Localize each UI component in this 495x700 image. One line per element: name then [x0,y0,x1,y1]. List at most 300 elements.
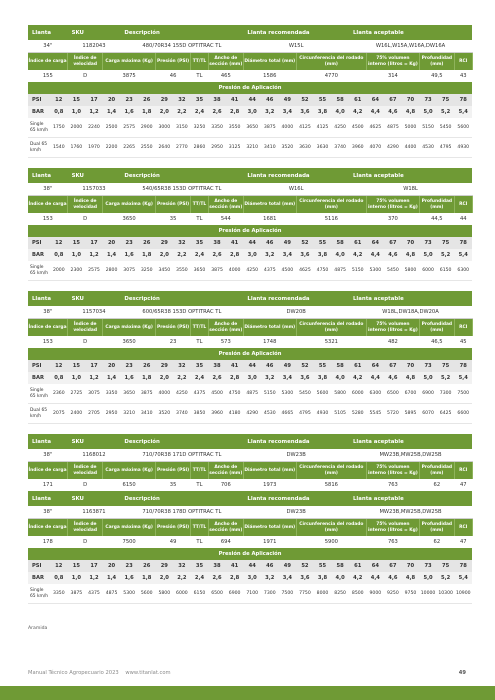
tire-ancho: 573 [220,339,231,345]
load-row-label: Single 65 km/h [28,584,50,604]
load-value: 3350 [50,584,68,604]
bar-value: 0,8 [50,572,68,584]
psi-value: 17 [85,237,103,249]
psi-value: 23 [120,360,138,372]
bar-value: 2,2 [173,249,191,261]
bar-value: 1,6 [120,372,138,384]
bar-value: 5,2 [437,106,455,118]
psi-value: 26 [138,94,156,106]
load-value: 2860 [191,138,209,158]
tire-header-row [28,25,472,40]
psi-label: PSI [28,560,50,572]
psi-value: 38 [208,94,226,106]
load-value: 2240 [85,118,103,138]
header-rci: RCI [454,53,472,71]
load-value: 2200 [103,138,121,158]
psi-value: 32 [173,560,191,572]
load-value: 5800 [156,584,174,604]
load-value: 6900 [226,584,244,604]
header-llanta: Llanta [28,434,68,449]
tire-volumen: 314 [387,73,398,79]
psi-value: 41 [226,237,244,249]
tire-circunferencia: 4770 [324,73,338,79]
bar-value: 4,2 [349,372,367,384]
tire-tt-tl: TL [196,73,203,79]
bar-value: 5,0 [419,372,437,384]
load-value: 3740 [173,404,191,424]
tire-aceptable: MW23B,MW25B,DW25B [349,506,472,519]
header-circunferencia: Circunferencia del rodado (mm) [296,519,366,537]
header-ancho-seccion: Ancho de sección (mm) [208,53,243,71]
load-value: 3875 [208,261,226,281]
tire-volumen: 482 [387,339,398,345]
tire-presion: 46 [169,73,177,79]
footer-band [0,686,495,700]
psi-value: 75 [437,560,455,572]
load-value: 5895 [402,404,420,424]
tire-llanta: 34" [28,40,68,53]
tire-tt-tl: TL [196,539,203,545]
tire-header-row [28,291,472,306]
psi-value: 44 [243,237,261,249]
psi-value: 35 [191,237,209,249]
bar-value: 1,8 [138,106,156,118]
load-value: 10000 [419,584,437,604]
bar-value: 2,6 [208,572,226,584]
tire-recomendada: DW23B [243,449,349,462]
header-aceptable: Llanta aceptable [349,168,472,183]
header-volumen: 75% volumen interno (litros = Kg) [367,53,420,71]
load-value: 4500 [208,384,226,404]
tire-volumen: 763 [387,539,398,545]
load-value: 3650 [120,384,138,404]
load-value: 4375 [261,261,279,281]
load-value: 2075 [50,404,68,424]
bar-value: 2,4 [191,572,209,584]
tire-sku: 1182043 [68,40,121,53]
psi-value: 46 [261,560,279,572]
load-value: 2000 [68,118,86,138]
header-diametro-total: Diámetro total (mm) [243,319,296,337]
psi-value: 32 [173,237,191,249]
psi-value: 64 [367,560,385,572]
psi-row [28,94,472,106]
load-value: 6300 [454,261,472,281]
bar-value: 3,6 [296,572,314,584]
bar-value: 2,8 [226,249,244,261]
header-recomendada: Llanta recomendada [243,168,349,183]
header-diametro-total: Diámetro total (mm) [243,519,296,537]
bar-value: 2,6 [208,249,226,261]
load-value: 10300 [437,584,455,604]
load-value: 5600 [138,584,156,604]
bar-value: 3,0 [243,572,261,584]
load-value: 3550 [226,118,244,138]
bar-value: 3,0 [243,372,261,384]
psi-value: 46 [261,360,279,372]
psi-value: 41 [226,560,244,572]
psi-value: 26 [138,237,156,249]
load-value: 4250 [331,118,349,138]
load-value: 6600 [454,404,472,424]
bar-value: 3,0 [243,106,261,118]
psi-value: 52 [296,560,314,572]
pressure-application-title: Presión de Aplicación [28,348,472,360]
psi-value: 15 [68,360,86,372]
tire-table [28,25,473,158]
tire-aceptable: W18L,DW18A,DW20A [349,306,472,319]
psi-value: 46 [261,237,279,249]
psi-value: 46 [261,94,279,106]
load-value: 4875 [243,384,261,404]
psi-value: 75 [437,94,455,106]
psi-value: 44 [243,560,261,572]
psi-value: 26 [138,360,156,372]
psi-value: 52 [296,360,314,372]
psi-value: 49 [279,360,297,372]
psi-value: 49 [279,560,297,572]
load-value: 4125 [296,118,314,138]
bar-value: 5,0 [419,106,437,118]
load-value: 2400 [68,404,86,424]
header-descripcion: Descripción [120,491,243,506]
header-profundidad: Profundidad (mm) [419,462,454,480]
spec-value-row [28,336,472,348]
psi-value: 20 [103,360,121,372]
tire-block [28,25,472,158]
load-value: 2640 [156,138,174,158]
load-value: 2950 [208,138,226,158]
psi-value: 15 [68,560,86,572]
psi-value: 20 [103,237,121,249]
load-value: 3520 [156,404,174,424]
load-value: 3875 [261,118,279,138]
load-row [28,138,472,158]
load-value: 5150 [419,118,437,138]
psi-value: 78 [454,237,472,249]
load-value: 9750 [402,584,420,604]
load-row [28,118,472,138]
tire-table [28,168,473,281]
tire-diametro: 1748 [263,339,277,345]
header-tt-tl: TT/TL [191,196,209,214]
spec-header-row [28,319,472,337]
bar-value: 4,4 [367,106,385,118]
load-value: 6070 [419,404,437,424]
tire-circunferencia: 5900 [324,539,338,545]
tire-ancho: 544 [220,216,231,222]
tire-volumen: 763 [387,482,398,488]
psi-value: 70 [402,237,420,249]
header-tt-tl: TT/TL [191,53,209,71]
bar-value: 5,4 [454,372,472,384]
psi-value: 73 [419,560,437,572]
spec-value-row [28,213,472,225]
bar-value: 3,6 [296,372,314,384]
psi-value: 55 [314,360,332,372]
load-value: 4875 [103,584,121,604]
tire-profundidad: 49,5 [431,73,443,79]
header-descripcion: Descripción [120,168,243,183]
psi-label: PSI [28,360,50,372]
load-value: 3550 [173,261,191,281]
header-presion: Presión (PSI) [156,462,191,480]
psi-value: 12 [50,560,68,572]
header-circunferencia: Circunferencia del rodado (mm) [296,319,366,337]
load-value: 3450 [156,261,174,281]
load-value: 2265 [120,138,138,158]
header-indice-velocidad: Índice de velocidad [68,196,103,214]
header-presion: Presión (PSI) [156,196,191,214]
psi-value: 15 [68,94,86,106]
psi-value: 38 [208,560,226,572]
bar-value: 4,0 [331,572,349,584]
tire-presion: 49 [169,539,177,545]
bar-value: 3,8 [314,249,332,261]
psi-value: 70 [402,560,420,572]
spec-value-row [28,536,472,548]
header-indice-velocidad: Índice de velocidad [68,319,103,337]
bar-value: 3,2 [261,106,279,118]
load-value: 5600 [454,118,472,138]
load-value: 4000 [226,261,244,281]
tire-indice-velocidad: D [83,73,88,79]
bar-value: 5,2 [437,372,455,384]
header-ancho-seccion: Ancho de sección (mm) [208,196,243,214]
bar-label: BAR [28,106,50,118]
psi-value: 29 [156,94,174,106]
tire-indice-velocidad: D [83,539,88,545]
tire-llanta: 38" [28,183,68,196]
load-value: 5300 [367,261,385,281]
psi-value: 52 [296,237,314,249]
load-value: 9000 [367,584,385,604]
header-indice-carga: Índice de carga [28,196,68,214]
load-row-label: Dual 65 km/h [28,404,50,424]
bar-value: 3,6 [296,249,314,261]
header-llanta: Llanta [28,25,68,40]
tire-rci: 47 [459,539,467,545]
bar-value: 1,4 [103,106,121,118]
load-value: 4000 [279,118,297,138]
header-descripcion: Descripción [120,291,243,306]
tire-circunferencia: 5321 [324,339,338,345]
header-carga-maxima: Carga máxima (Kg) [103,462,156,480]
tire-profundidad: 46,5 [431,339,443,345]
header-diametro-total: Diámetro total (mm) [243,462,296,480]
tire-diametro: 1973 [263,482,277,488]
psi-value: 58 [331,237,349,249]
page-number: 49 [458,670,466,676]
tire-block [28,168,472,281]
psi-value: 12 [50,360,68,372]
psi-value: 29 [156,560,174,572]
psi-value: 38 [208,360,226,372]
load-value: 6900 [419,384,437,404]
load-value: 3630 [314,138,332,158]
load-value: 6150 [437,261,455,281]
psi-value: 64 [367,94,385,106]
psi-value: 67 [384,94,402,106]
psi-value: 67 [384,360,402,372]
load-value: 7500 [454,384,472,404]
bar-value: 2,6 [208,372,226,384]
psi-value: 52 [296,94,314,106]
footer-url: www.titanlat.com [125,670,171,676]
load-value: 3075 [85,384,103,404]
bar-value: 3,0 [243,249,261,261]
tire-identity-row [28,306,472,319]
load-value: 5450 [437,118,455,138]
bar-value: 1,0 [68,372,86,384]
load-value: 5300 [279,384,297,404]
load-value: 4125 [314,118,332,138]
load-value: 2575 [85,261,103,281]
header-indice-velocidad: Índice de velocidad [68,519,103,537]
tire-identity-row [28,506,472,519]
header-ancho-seccion: Ancho de sección (mm) [208,519,243,537]
tire-indice-carga: 155 [42,73,53,79]
bar-value: 2,6 [208,106,226,118]
psi-value: 75 [437,237,455,249]
tire-table [28,291,473,424]
bar-value: 5,2 [437,249,455,261]
header-descripcion: Descripción [120,25,243,40]
header-recomendada: Llanta recomendada [243,25,349,40]
bar-value: 3,8 [314,106,332,118]
load-value: 4665 [279,404,297,424]
header-diametro-total: Diámetro total (mm) [243,53,296,71]
bar-value: 2,0 [156,249,174,261]
tire-descripcion: 710/70R38 178D OPTITRAC TL [120,506,243,519]
load-value: 7750 [296,584,314,604]
bar-value: 2,2 [173,372,191,384]
bar-value: 1,4 [103,249,121,261]
tire-block [28,434,472,604]
bar-value: 4,4 [367,249,385,261]
load-value: 3350 [103,384,121,404]
header-sku: SKU [68,291,121,306]
load-value: 2575 [120,118,138,138]
bar-value: 1,2 [85,106,103,118]
psi-value: 55 [314,237,332,249]
tire-recomendada: DW20B [243,306,349,319]
load-value: 3250 [191,118,209,138]
tire-indice-carga: 153 [42,216,53,222]
psi-value: 23 [120,237,138,249]
tire-diametro: 1971 [263,539,277,545]
psi-value: 78 [454,560,472,572]
tire-identity-row [28,183,472,196]
load-value: 4530 [261,404,279,424]
psi-row [28,560,472,572]
load-value: 7300 [437,384,455,404]
header-sku: SKU [68,434,121,449]
load-row-label: Single 65 km/h [28,261,50,281]
tire-llanta: 38" [28,506,68,519]
load-value: 6000 [419,261,437,281]
load-value: 1970 [85,138,103,158]
load-value: 3650 [243,118,261,138]
load-value: 3150 [173,118,191,138]
header-profundidad: Profundidad (mm) [419,53,454,71]
load-value: 1760 [68,138,86,158]
load-value: 6500 [384,384,402,404]
load-value: 3125 [226,138,244,158]
load-value: 3520 [279,138,297,158]
load-value: 4070 [367,138,385,158]
load-value: 4250 [173,384,191,404]
bar-value: 4,6 [384,249,402,261]
psi-value: 32 [173,94,191,106]
psi-row [28,237,472,249]
bar-value: 1,6 [120,572,138,584]
load-value: 4530 [419,138,437,158]
bar-value: 4,2 [349,249,367,261]
bar-value: 1,4 [103,572,121,584]
load-value: 4000 [156,384,174,404]
load-value: 5450 [384,261,402,281]
header-llanta: Llanta [28,491,68,506]
bar-value: 2,8 [226,572,244,584]
load-value: 4930 [314,404,332,424]
load-value: 3850 [191,404,209,424]
bar-value: 4,2 [349,106,367,118]
bar-value: 5,0 [419,572,437,584]
header-aceptable: Llanta aceptable [349,25,472,40]
load-value: 6150 [191,584,209,604]
load-value: 5800 [331,384,349,404]
bar-value: 3,2 [261,249,279,261]
psi-value: 64 [367,360,385,372]
psi-value: 23 [120,94,138,106]
tire-presion: 35 [169,482,177,488]
load-value: 4375 [85,584,103,604]
load-value: 3210 [120,404,138,424]
bar-value: 4,6 [384,106,402,118]
header-profundidad: Profundidad (mm) [419,196,454,214]
header-rci: RCI [454,519,472,537]
bar-value: 4,0 [331,249,349,261]
bar-value: 4,8 [402,106,420,118]
tire-header-row [28,168,472,183]
psi-value: 12 [50,94,68,106]
load-row-label: Dual 65 km/h [28,138,50,158]
header-rci: RCI [454,462,472,480]
load-value: 3410 [138,404,156,424]
header-tt-tl: TT/TL [191,462,209,480]
tire-sku: 1157034 [68,306,121,319]
load-value: 4875 [331,261,349,281]
tire-rci: 44 [459,216,467,222]
load-value: 2360 [50,384,68,404]
tire-ancho: 694 [220,539,231,545]
bar-value: 3,4 [279,372,297,384]
load-value: 6425 [437,404,455,424]
tire-sku: 1168012 [68,449,121,462]
psi-value: 64 [367,237,385,249]
bar-label: BAR [28,249,50,261]
load-value: 2550 [138,138,156,158]
header-presion: Presión (PSI) [156,53,191,71]
tire-indice-carga: 153 [42,339,53,345]
load-value: 4290 [384,138,402,158]
load-value: 6000 [349,384,367,404]
header-recomendada: Llanta recomendada [243,491,349,506]
psi-value: 70 [402,360,420,372]
pressure-title-row [28,548,472,560]
load-value: 3630 [296,138,314,158]
